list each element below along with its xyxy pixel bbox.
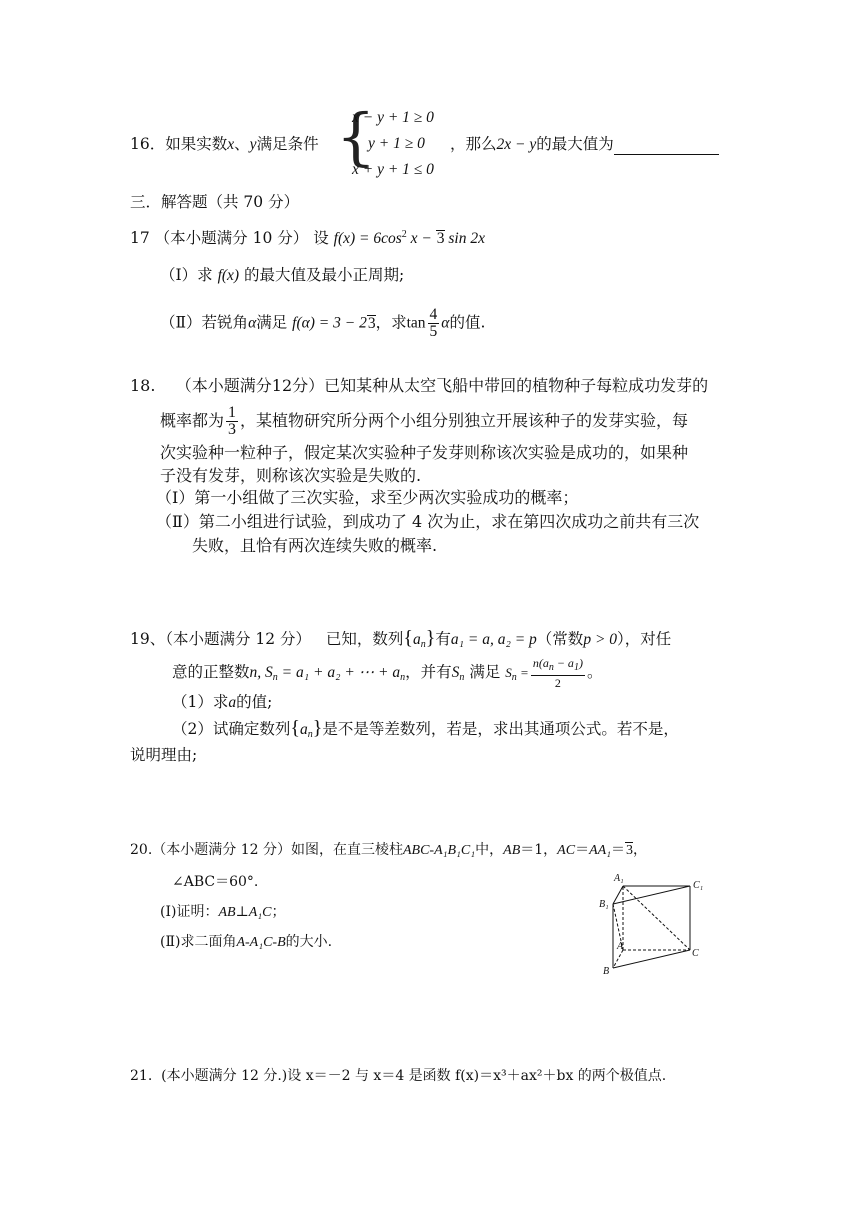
prism-figure	[595, 868, 715, 980]
q20-lead: 如图，在直三棱柱	[290, 842, 403, 858]
q20-line-2: ∠ABC＝60°.	[172, 874, 259, 890]
q20-part-2	[160, 932, 332, 953]
q16-text-d: 的最大值为	[536, 135, 614, 153]
q17-part1-label: （Ⅰ）	[160, 266, 198, 284]
q18-number: 18.	[130, 376, 156, 395]
q18-line-2	[160, 404, 688, 438]
q16-text-b: 满足条件	[256, 135, 319, 153]
fraction-4-5: $\frac{4}{5}$	[429, 306, 438, 340]
q17-alpha: α	[248, 314, 257, 332]
q16-condition-3: x + y + 1 ≤ 0	[352, 161, 434, 178]
answer-blank	[614, 136, 719, 155]
q20-points: （本小题满分 12 分）	[152, 842, 291, 858]
label-b1: B₁	[599, 899, 609, 910]
q17-number: 17	[130, 229, 150, 247]
q21-points: (本小题满分 12 分.)	[161, 1068, 288, 1084]
q19-line-1: 19、（本小题满分 12 分） 已知，数列$\{a_n\}$有a₁ = a, a₂ = p（常数p > 0），对任	[130, 627, 672, 650]
label-c: C	[692, 948, 699, 959]
q20-eq3: ＝	[611, 842, 626, 858]
q20-part1c: ；	[271, 904, 286, 920]
q19-part2b: 是不是等差数列，若是，求出其通项公式。若不是，	[322, 720, 679, 738]
q17-part1-a: 求	[197, 266, 213, 284]
q19-part2a: （2）试确定数列	[172, 720, 291, 738]
q16-number: 16	[130, 135, 150, 153]
q19-init: a₁ = a, a₂ = p	[450, 631, 537, 648]
q20-part2c: 的大小.	[285, 934, 333, 950]
question-21	[130, 1066, 666, 1086]
q17-part2-d: 的值.	[449, 313, 486, 332]
q19-part1b: 的值;	[236, 693, 273, 711]
diag-a1-c	[623, 886, 690, 950]
q20-ab: AB	[503, 843, 521, 858]
q18-line1-text: （本小题满分12分）已知某种从太空飞船中带回的植物种子每粒成功发芽的	[175, 376, 709, 395]
label-c1: C₁	[693, 880, 704, 891]
q18-line2b: ，某植物研究所分两个小组分别独立开展该种子的发芽实验，每	[240, 411, 689, 430]
var-y: y	[249, 136, 257, 153]
q19-line2a: 意的正整数	[172, 663, 250, 681]
q17-func: f(x) = 6cos	[333, 230, 402, 247]
sqrt-3: 3	[436, 230, 445, 247]
q17-points: （本小题满分 10 分）	[154, 229, 309, 247]
edge-b-c	[613, 950, 690, 968]
q19-part-2: （2）试确定数列$\{a_n\}$是不是等差数列，若是，求出其通项公式。若不是，	[172, 717, 679, 740]
q19-line2c: = a₁ + a₂ + ⋯ + a	[277, 664, 401, 681]
q18-line-1	[130, 376, 708, 396]
q19-line2d: ，并有	[405, 663, 452, 681]
q17-part2-a: 若锐角	[201, 313, 249, 332]
q18-line2a: 概率都为	[160, 411, 225, 430]
label-a1: A₁	[614, 873, 624, 884]
q17-part2-b: 满足	[256, 313, 288, 332]
q19-points: （本小题满分 12 分）	[165, 630, 312, 648]
q16-lead: 16．如果实数x、y满足条件	[130, 135, 319, 153]
section-title: 三．解答题（共 70 分）	[130, 193, 300, 211]
q16-expr: 2x − y	[496, 136, 537, 153]
q21-number: 21.	[130, 1068, 153, 1084]
q16-tail	[450, 134, 719, 155]
q16-condition-1: x − y + 1 ≥ 0	[352, 109, 434, 126]
q17-part2-eq: f(α) = 3 − 2	[292, 314, 367, 332]
q16-sep: 、	[234, 135, 250, 153]
q20-prism: ABC-A₁B₁C₁	[402, 843, 476, 858]
edge-a-b	[613, 950, 623, 968]
q20-part1b: AB⊥A₁C	[218, 905, 272, 920]
q17-stem: 17 （本小题满分 10 分） 设 $f(x) = 6\cos^2$ x − 3 sin 2x	[130, 229, 485, 247]
system-brace: {	[336, 100, 376, 173]
q17-part-2: （Ⅱ）若锐角α满足 f(α) = 3 − 23，求tan $\frac{4}{5}$ α的值.	[160, 306, 486, 340]
q20-ac: AC	[557, 843, 576, 858]
q20-mid: 中，	[475, 842, 504, 858]
q18-part-2-cont: 失败，且恰有两次连续失败的概率.	[192, 536, 438, 555]
var-x: x	[227, 136, 235, 153]
q17-tan: tan	[406, 314, 426, 332]
q19-part1a: （1）求	[172, 693, 229, 711]
q19-line2e: 满足	[469, 663, 501, 681]
label-a: A	[617, 941, 624, 952]
q20-part2a: (Ⅱ)求二面角	[160, 934, 237, 950]
q19-part-2-cont: 说明理由;	[130, 746, 198, 764]
edge-a1-b1	[613, 886, 623, 904]
q17-part2-label: （Ⅱ）	[160, 313, 202, 332]
q18-part-2: （Ⅱ）第二小组进行试验，到成功了 4 次为止，求在第四次成功之前共有三次	[156, 512, 700, 531]
q19-line2b: n, S	[249, 664, 273, 681]
q20-aa1: AA₁	[589, 843, 612, 858]
q16-text: 如果实数	[165, 135, 228, 153]
q17-part1-fx: f(x)	[217, 267, 240, 284]
q20-line-1	[130, 840, 647, 861]
fraction-1-3: $\frac{1}{3}$	[228, 404, 237, 438]
q19-line-2: 意的正整数n, $S_n = a_1 + a_2$ + ⋯ + $a_n$，并有$S_n$ 满足 $S_n$ = $\frac{n(a_n - a_1)}{2}$ 。	[172, 656, 603, 690]
q20-eq1: ＝1，	[520, 842, 558, 858]
q19-part-1: （1）求a的值;	[172, 693, 273, 711]
q20-part1a: (Ⅰ)证明：	[160, 904, 219, 920]
q21-text: 设 x＝－2 与 x＝4 是函数 f(x)＝x³＋ax²＋bx 的两个极值点.	[287, 1068, 667, 1084]
q18-line-3: 次实验种一粒种子，假定某次实验种子发芽则称该次实验是成功的，如果种	[160, 443, 689, 462]
q19-const: （常数	[536, 630, 584, 648]
q20-part-1	[160, 902, 286, 923]
q18-line-4: 子没有发芽，则称该次实验是失败的.	[160, 466, 422, 485]
q17-func-end: sin 2x	[448, 230, 485, 247]
q19-seq: a	[412, 631, 421, 648]
sqrt-3b: 3	[367, 314, 376, 332]
edge-b1-c1	[613, 886, 690, 904]
q19-have: 有	[435, 630, 451, 648]
q20-number: 20.	[130, 842, 153, 858]
q19-line2f: 。	[586, 663, 603, 681]
q19-const-end: ），对任	[617, 630, 672, 648]
q17-func-tail: x −	[410, 230, 436, 247]
q16-condition-2: y + 1 ≥ 0	[368, 135, 425, 152]
fraction-sn: $\frac{n(a_n - a_1)}{2}$	[532, 656, 583, 690]
q20-end: ，	[633, 842, 648, 858]
sqrt-3c: 3	[626, 843, 634, 858]
label-b: B	[603, 966, 610, 977]
q19-cond: p > 0	[583, 631, 618, 648]
q17-part2-c: ，求	[375, 313, 407, 332]
q17-part1-b: 的最大值及最小正周期;	[244, 266, 405, 284]
q19-number: 19、	[130, 630, 166, 648]
q19-lead: 已知，数列	[325, 630, 404, 648]
q20-part2b: A-A₁C-B	[236, 935, 286, 950]
q20-eq2: ＝	[575, 842, 590, 858]
q17-lead: 设	[313, 229, 329, 247]
q18-part-1: （Ⅰ）第一小组做了三次实验，求至少两次实验成功的概率；	[156, 488, 579, 507]
q16-text-c: ，那么	[450, 135, 497, 153]
q17-part-1	[160, 265, 404, 286]
